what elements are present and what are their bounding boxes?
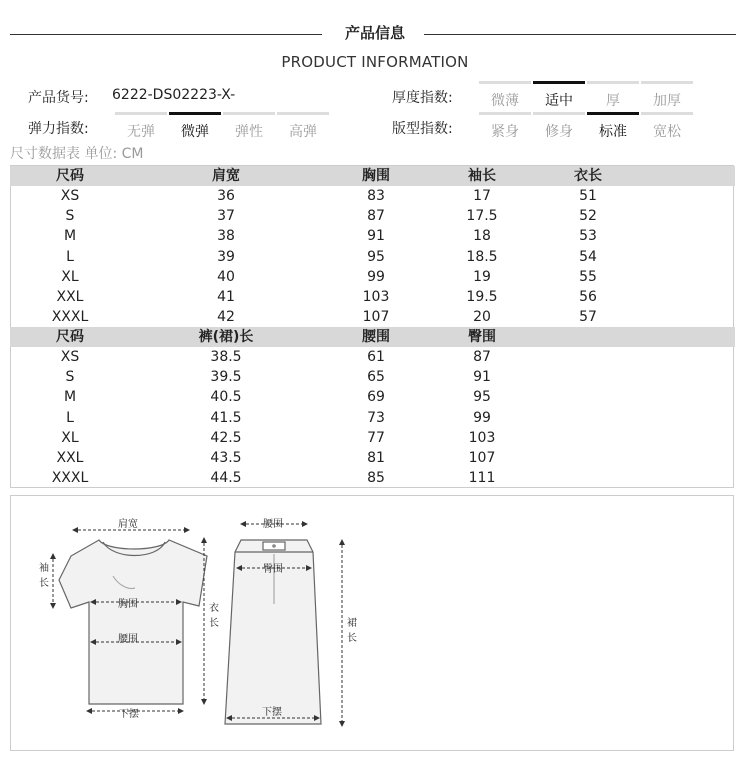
fit-option-3: 宽松 (641, 112, 693, 141)
top-table-cell: XS (60, 188, 80, 204)
top-table-header-cell: 胸围 (362, 168, 390, 184)
top-table-cell: M (63, 228, 77, 245)
bottom-table-cell: 73 (367, 409, 385, 426)
bottom-table-cell: XL (61, 429, 79, 446)
bottom-table-cell: 43.5 (210, 450, 242, 466)
elastic-option-3: 高弹 (277, 112, 329, 141)
bottom-table-cell: 38.5 (210, 349, 242, 365)
top-table-cell: 42 (217, 309, 235, 326)
bottom-table-header-cell: 裤(裙)长 (198, 329, 254, 345)
top-table-header-cell: 衣长 (574, 168, 602, 184)
top-table-cell: 36 (217, 188, 235, 204)
bottom-table-cell: 107 (468, 450, 496, 466)
bottom-table-cell: S (65, 369, 75, 386)
tshirt-icon (59, 540, 207, 704)
bottom-table-header-cell: 尺码 (56, 329, 84, 345)
bottom-table-cell: XS (60, 349, 80, 365)
top-table-cell: 19 (473, 268, 491, 285)
top-table-cell: XXXL (51, 309, 89, 326)
top-table-cell: 18.5 (466, 248, 498, 265)
fit-option-0: 紧身 (479, 112, 531, 141)
top-table-cell: 38 (217, 228, 235, 245)
bottom-table-cell: 85 (367, 470, 385, 487)
fit-option-1: 修身 (533, 112, 585, 141)
top-table-cell: 99 (367, 268, 385, 285)
label-shoulder: 肩宽 (118, 519, 138, 530)
bottom-table-cell: 95 (473, 389, 491, 406)
top-table-cell: 55 (579, 268, 597, 285)
label-waist-skirt: 腰围 (263, 519, 283, 530)
bottom-table-cell: 91 (473, 369, 491, 386)
top-table-cell: XXL (56, 289, 84, 305)
bottom-table-cell: 61 (367, 349, 385, 365)
top-table-cell: 39 (217, 248, 235, 265)
sku-value: 6222-DS02223-X- (112, 87, 236, 103)
fit-option-2: 标准 (587, 112, 639, 141)
top-table-cell: 41 (217, 289, 235, 305)
garment-illustration (11, 496, 733, 750)
top-table-cell: 103 (362, 289, 390, 305)
top-table-cell: 107 (362, 309, 390, 326)
bottom-table-cell: 42.5 (210, 429, 242, 446)
label-skirt-length-2: 长 (347, 633, 357, 644)
bottom-table-cell: 111 (468, 470, 496, 487)
bottom-table-cell: 44.5 (210, 470, 242, 487)
label-length-2: 长 (209, 618, 219, 629)
bottom-table-header-cell: 腰围 (362, 329, 390, 345)
top-table-cell: 54 (579, 248, 597, 265)
page-title: 产品信息 (344, 24, 405, 42)
title-rule-right (424, 34, 736, 35)
elastic-label: 弹力指数: (28, 121, 89, 137)
top-table-cell: L (66, 248, 74, 265)
top-table-cell: 57 (579, 309, 597, 326)
bottom-table-cell: 65 (367, 369, 385, 386)
top-table-cell: 95 (367, 248, 385, 265)
top-table-cell: 53 (579, 228, 597, 245)
label-sleeve-1: 袖 (39, 563, 49, 574)
fit-label: 版型指数: (392, 121, 453, 137)
label-length-1: 衣 (209, 603, 219, 614)
top-table-header-cell: 袖长 (468, 168, 496, 184)
elastic-option-1: 微弹 (169, 112, 221, 141)
label-sleeve-2: 长 (39, 578, 49, 589)
top-table-cell: 17 (473, 188, 491, 204)
bottom-table-cell: 99 (473, 409, 491, 426)
thickness-option-0: 微薄 (479, 81, 531, 110)
thickness-option-3: 加厚 (641, 81, 693, 110)
top-table-cell: 83 (367, 188, 385, 204)
top-table-cell: 20 (473, 309, 491, 326)
bottom-table-cell: L (66, 409, 74, 426)
top-table-cell: 87 (367, 208, 385, 225)
elastic-option-2: 弹性 (223, 112, 275, 141)
bottom-table-cell: 87 (473, 349, 491, 365)
thickness-option-1: 适中 (533, 81, 585, 110)
top-table-cell: XL (61, 268, 79, 285)
bottom-table-cell: 41.5 (210, 409, 242, 426)
label-chest: 胸围 (118, 599, 138, 610)
top-table-cell: 19.5 (466, 289, 498, 305)
top-table-cell: 52 (579, 208, 597, 225)
bottom-table-cell: 69 (367, 389, 385, 406)
bottom-table-cell: 81 (367, 450, 385, 466)
top-table-cell: 91 (367, 228, 385, 245)
label-hip: 臀围 (263, 564, 283, 575)
thickness-option-2: 厚 (587, 81, 639, 110)
top-table-cell: 51 (579, 188, 597, 204)
top-table-cell: 37 (217, 208, 235, 225)
label-skirt-length-1: 裙 (347, 618, 357, 629)
bottom-table-cell: XXL (56, 450, 84, 466)
top-table-header-cell: 肩宽 (212, 168, 240, 184)
top-table-cell: S (65, 208, 75, 225)
label-hem-skirt: 下摆 (262, 707, 282, 718)
top-table-cell: 56 (579, 289, 597, 305)
bottom-table-cell: 77 (367, 429, 385, 446)
top-table-cell: 17.5 (466, 208, 498, 225)
measurement-diagram (10, 495, 734, 751)
sku-label: 产品货号: (28, 90, 89, 106)
bottom-table-cell: 40.5 (210, 389, 242, 406)
bottom-table-cell: XXXL (51, 470, 89, 487)
bottom-table-cell: 103 (468, 429, 496, 446)
bottom-table-cell: 39.5 (210, 369, 242, 386)
page-subtitle: PRODUCT INFORMATION (281, 53, 469, 71)
label-hem-top: 下摆 (119, 709, 139, 720)
top-table-header-cell: 尺码 (56, 168, 84, 184)
size-table-note: 尺寸数据表 单位: CM (10, 146, 144, 162)
label-waist-top: 腰围 (118, 634, 138, 645)
top-table-cell: 40 (217, 268, 235, 285)
top-table-cell: 18 (473, 228, 491, 245)
bottom-table-cell: M (63, 389, 77, 406)
elastic-option-0: 无弹 (115, 112, 167, 141)
bottom-table-header-cell: 臀围 (468, 329, 496, 345)
thickness-label: 厚度指数: (392, 90, 453, 106)
